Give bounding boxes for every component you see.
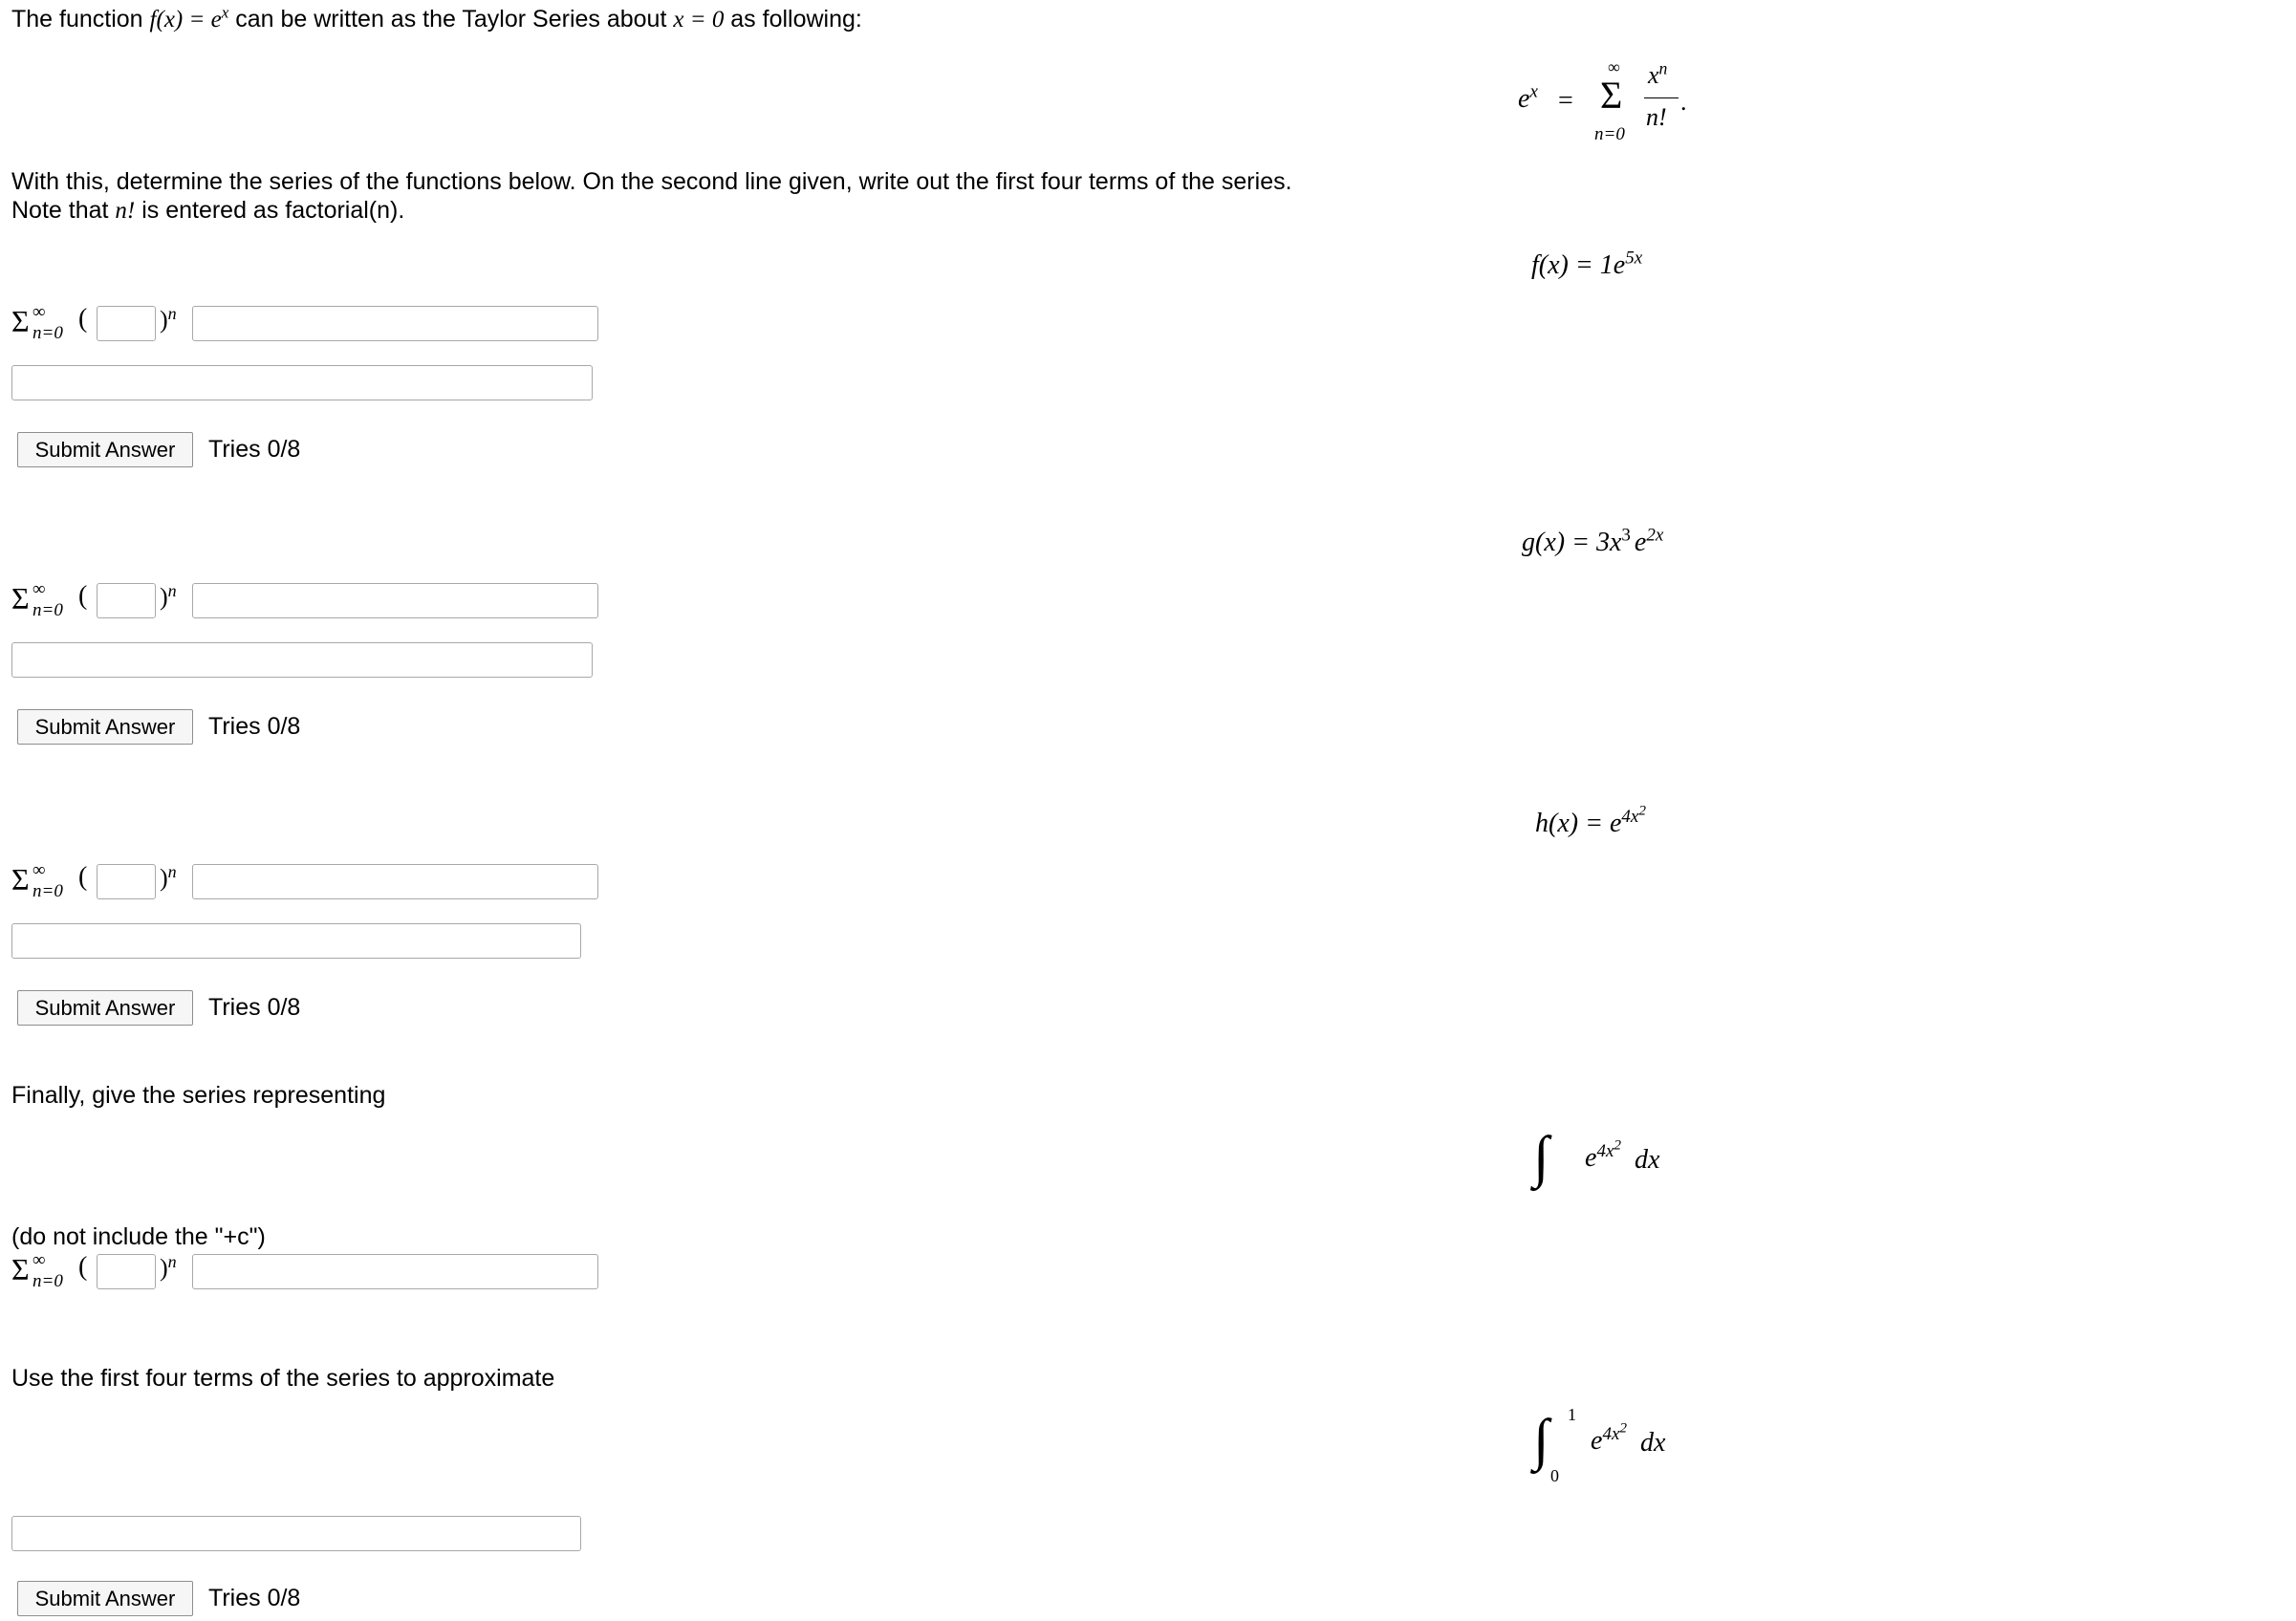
problem3-term-input[interactable] [192, 864, 598, 899]
integral-sum-symbol: Σ ∞ n=0 [11, 1250, 63, 1291]
formula-fraction-bar [1644, 97, 1679, 98]
integral-note: (do not include the "+c") [11, 1223, 266, 1250]
integral-upper-limit: 1 [1568, 1405, 1576, 1424]
problem1-first-terms-input[interactable] [11, 365, 593, 400]
problem2-first-terms-input[interactable] [11, 642, 593, 678]
intro-prefix: The function [11, 6, 143, 32]
integral-coefficient-input[interactable] [97, 1254, 156, 1289]
intro-mid: can be written as the Taylor Series about [235, 6, 667, 32]
intro-fx: $f(x) = e^x$ [149, 3, 229, 32]
formula-period: . [1680, 88, 1687, 116]
problem1-power: )$^n$ [160, 304, 177, 334]
instructions-line1: With this, determine the series of the functions below. On the second line given, write out the first four terms of the series. [11, 168, 1292, 195]
formula-lhs: $e^x$ [1518, 81, 1538, 114]
approx-section-text: Use the first four terms of the series to approximate [11, 1365, 555, 1392]
problem3-first-terms-input[interactable] [11, 923, 581, 959]
problem3-tries: Tries 0/8 [208, 994, 301, 1021]
problem1-function: $f(x) = 1e^{5x}$ [1531, 248, 1643, 280]
problem1-submit-button[interactable]: Submit Answer [17, 432, 193, 467]
approx-answer-input[interactable] [11, 1516, 581, 1551]
integral-section-text: Finally, give the series representing [11, 1082, 386, 1109]
problem2-power: )$^n$ [160, 581, 177, 611]
problem3-submit-button[interactable]: Submit Answer [17, 990, 193, 1026]
formula-equals: = [1558, 86, 1573, 116]
indefinite-integrand: $e^{4x^2}$ [1585, 1135, 1622, 1173]
approx-submit-button[interactable]: Submit Answer [17, 1581, 193, 1616]
formula-sigma: Σ [1600, 74, 1623, 117]
formula-numerator: $x^n$ [1648, 58, 1668, 89]
problem2-sum-symbol: Σ ∞ n=0 [11, 579, 63, 620]
problem1-term-input[interactable] [192, 306, 598, 341]
definite-integral [1529, 1405, 1701, 1497]
approx-tries: Tries 0/8 [208, 1585, 301, 1611]
problem2-submit-button[interactable]: Submit Answer [17, 709, 193, 745]
taylor-formula [1518, 55, 1690, 151]
integral-term-input[interactable] [192, 1254, 598, 1289]
indefinite-dx: dx [1635, 1145, 1660, 1175]
problem2-open-paren: ( [78, 581, 88, 611]
integral-power: )$^n$ [160, 1252, 177, 1282]
integral-sign-icon: ∫ [1533, 1125, 1549, 1188]
problem3-sum-symbol: Σ ∞ n=0 [11, 860, 63, 901]
definite-dx: dx [1640, 1428, 1666, 1458]
integral-open-paren: ( [78, 1252, 88, 1282]
problem3-open-paren: ( [78, 862, 88, 892]
definite-integral-sign-icon: ∫ [1533, 1408, 1549, 1471]
intro-suffix: as following: [730, 6, 862, 32]
instructions-line2: Note that n! is entered as factorial(n). [11, 197, 405, 224]
formula-sum-bottom: n=0 [1594, 124, 1625, 144]
problem1-sum-symbol: Σ ∞ n=0 [11, 302, 63, 343]
indefinite-integral [1529, 1125, 1682, 1204]
problem1-open-paren: ( [78, 304, 88, 334]
problem2-coefficient-input[interactable] [97, 583, 156, 618]
definite-integrand: $e^{4x^2}$ [1591, 1418, 1628, 1456]
problem3-function: $h(x) = e^{4x^2}$ [1535, 801, 1646, 838]
formula-sum-top: ∞ [1608, 57, 1620, 76]
integral-lower-limit: 0 [1550, 1466, 1559, 1485]
formula-denominator: n! [1646, 103, 1667, 131]
problem2-function: $g(x) = 3x^3$ $e^{2x}$ [1522, 525, 1664, 557]
intro-text [11, 3, 862, 33]
problem1-tries: Tries 0/8 [208, 436, 301, 463]
intro-about: x = 0 [673, 7, 725, 32]
problem2-term-input[interactable] [192, 583, 598, 618]
problem3-coefficient-input[interactable] [97, 864, 156, 899]
problem2-tries: Tries 0/8 [208, 713, 301, 740]
problem1-coefficient-input[interactable] [97, 306, 156, 341]
problem3-power: )$^n$ [160, 862, 177, 892]
